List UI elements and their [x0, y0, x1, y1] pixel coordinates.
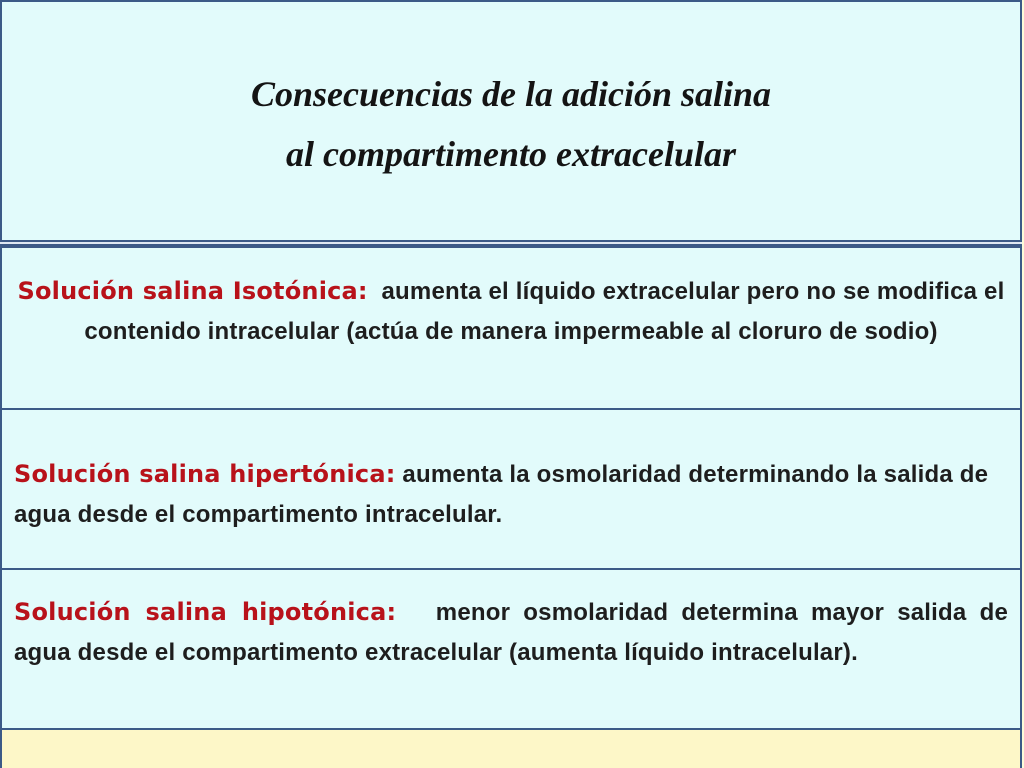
isotonic-section — [0, 246, 1022, 410]
isotonic-description: aumenta el líquido extracelular pero no se modifica el contenido intracelular (actúa de manera impermeable al cloruro de sodio) — [84, 278, 1005, 345]
slide-title-line-1: Consecuencias de la adición salina — [250, 74, 772, 114]
hypertonic-term: Solución salina hipertónica: — [14, 460, 396, 488]
hypertonic-section — [0, 408, 1022, 570]
hypotonic-section — [0, 568, 1022, 730]
title-panel — [0, 0, 1022, 242]
hypertonic-description: aumenta la osmolaridad determinando la salida de agua desde el compartimento intracelular. — [14, 461, 989, 528]
isotonic-term: Solución salina Isotónica: — [17, 277, 368, 305]
hypotonic-description: menor osmolaridad determina mayor salida de agua desde el compartimento extracelular (aumenta líquido intracelular). — [14, 599, 1008, 666]
slide-title-line-2: al compartimento extracelular — [286, 134, 736, 174]
hypotonic-term: Solución salina hipotónica: — [14, 598, 397, 626]
bottom-strip — [0, 728, 1022, 768]
